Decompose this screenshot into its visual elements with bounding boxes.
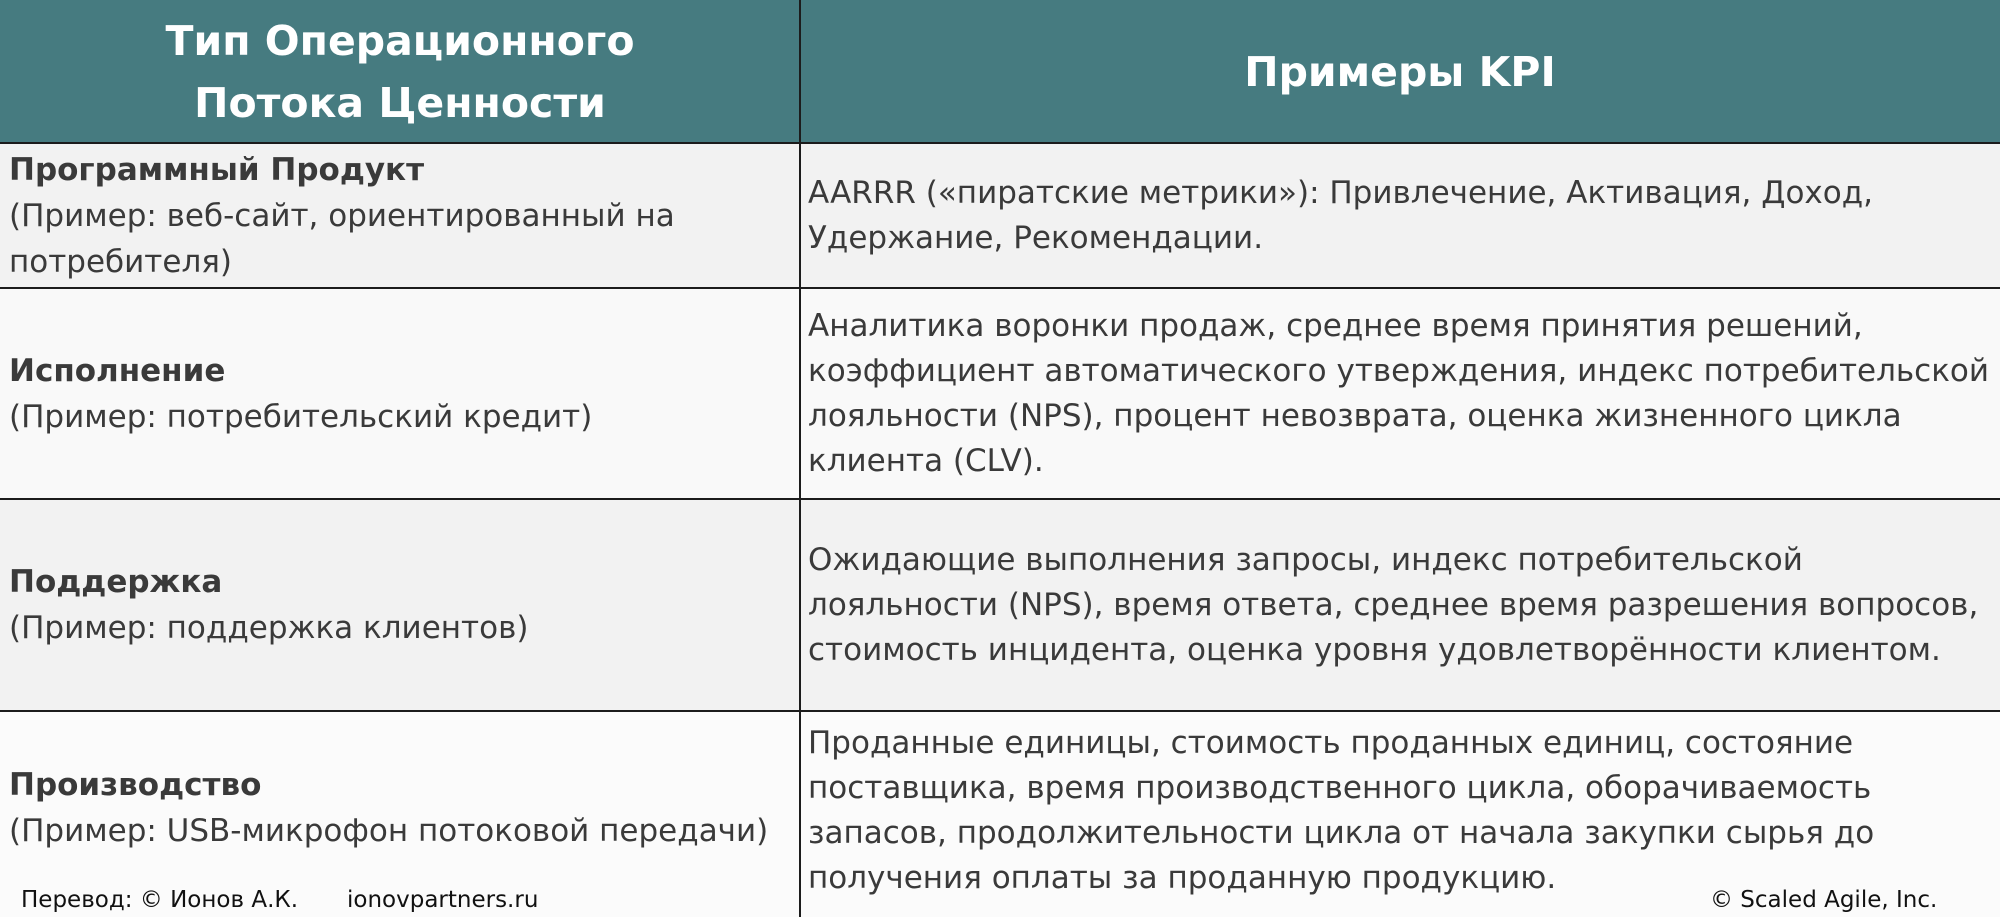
value-stream-cell	[0, 499, 800, 711]
column-divider	[799, 0, 801, 917]
kpi-text: Аналитика воронки продаж, среднее время принятия решений, коэффициент автоматического утверждения, индекс потребительской лояльности (NPS), процент невозврата, оценка жизненного цикла клиента (CLV).	[808, 307, 1990, 479]
header-col1-line1: Тип Операционного	[165, 16, 635, 65]
kpi-cell	[800, 143, 2000, 288]
value-stream-title: Программный Продукт	[9, 151, 425, 188]
table-row	[0, 711, 2000, 917]
value-stream-example: (Пример: USB-микрофон потоковой передачи)	[9, 813, 769, 849]
kpi-text: Проданные единицы, стоимость проданных единиц, состояние поставщика, время производственного цикла, оборачиваемость запасов, продолжительности цикла от начала закупки сырья до получения оплаты за проданную продукцию.	[808, 725, 1875, 896]
value-stream-example: (Пример: потребительский кредит)	[9, 398, 593, 435]
table-row	[0, 143, 2000, 288]
value-stream-title: Поддержка	[9, 564, 223, 600]
row-divider	[0, 710, 2000, 712]
value-stream-title: Исполнение	[9, 352, 226, 389]
kpi-text: Ожидающие выполнения запросы, индекс потребительской лояльности (NPS), время ответа, среднее время разрешения вопросов, стоимость инцидента, оценка уровня удовлетворённости клиентом.	[808, 541, 1979, 668]
site-link[interactable]: ionovpartners.ru	[347, 887, 539, 913]
header-value-stream-type	[0, 0, 800, 143]
kpi-text: AARRR («пиратские метрики»): Привлечение, Активация, Доход, Удержание, Рекомендации.	[808, 174, 1874, 256]
value-stream-cell	[0, 143, 800, 288]
table-row	[0, 288, 2000, 499]
row-divider	[0, 287, 2000, 289]
translation-credit: Перевод: © Ионов А.К.	[21, 887, 299, 913]
value-stream-cell	[0, 288, 800, 499]
table-header	[0, 0, 2000, 143]
table-row	[0, 499, 2000, 711]
copyright-notice: © Scaled Agile, Inc.	[1710, 887, 1938, 913]
header-col1-line2: Потока Ценности	[194, 78, 606, 127]
header-kpi-examples	[800, 0, 2000, 143]
kpi-cell	[800, 288, 2000, 499]
header-col2-label: Примеры KPI	[1244, 47, 1556, 96]
kpi-cell	[800, 499, 2000, 711]
value-stream-example: (Пример: веб-сайт, ориентированный на потребителя)	[9, 197, 675, 280]
value-stream-title: Производство	[9, 767, 262, 803]
value-stream-example: (Пример: поддержка клиентов)	[9, 610, 529, 646]
row-divider	[0, 498, 2000, 500]
row-divider	[0, 142, 2000, 144]
